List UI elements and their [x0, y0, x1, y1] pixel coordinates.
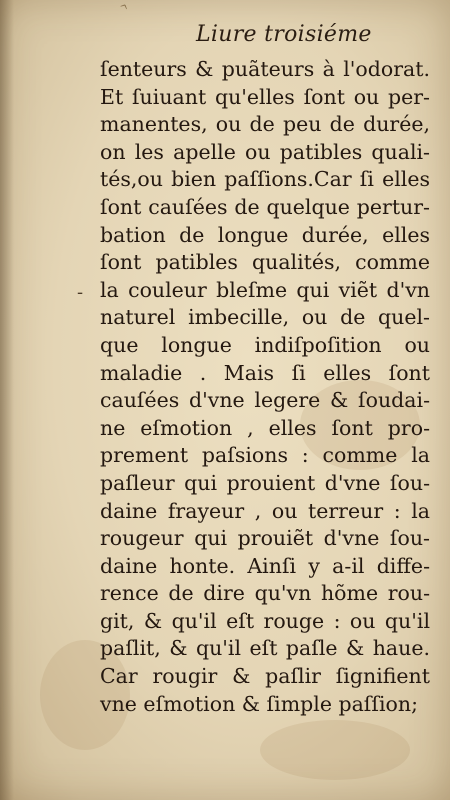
- text-line: ſont patibles qualités, comme: [100, 250, 430, 275]
- text-line: tés,ou bien paſſions.Car ſi elles: [100, 167, 430, 192]
- paper-stain: [260, 720, 410, 780]
- text-line: daine honte. Ainſi y a-il diffe-: [100, 553, 430, 578]
- corner-mark: ^: [115, 0, 131, 18]
- text-line: daine frayeur , ou terreur : la: [100, 498, 430, 523]
- text-line: paſleur qui prouient d'vne ſou-: [100, 470, 430, 495]
- text-line: ſont cauſées de quelque pertur-: [100, 194, 430, 219]
- body-text: [100, 56, 430, 718]
- text-line: que longue indiſpoſition ou: [100, 332, 430, 357]
- gutter-shadow: [0, 0, 14, 800]
- text-line: maladie . Mais ſi elles ſont: [100, 360, 430, 385]
- text-line: on les apelle ou patibles quali-: [100, 139, 430, 164]
- text-line: manentes, ou de peu de durée,: [100, 112, 430, 137]
- text-line: rence de dire qu'vn hõme rou-: [100, 581, 430, 606]
- text-line: ne eſmotion , elles ſont pro-: [100, 415, 430, 440]
- text-line: cauſées d'vne legere & ſoudai-: [100, 388, 430, 413]
- text-line: Et ſuiuant qu'elles ſont ou per-: [100, 84, 430, 109]
- text-line: prement paſsions : comme la: [100, 443, 430, 468]
- text-line: paſlit, & qu'il eſt paſle & haue.: [100, 636, 430, 661]
- running-head: Liure troisiéme: [196, 22, 372, 47]
- text-line: vne eſmotion & ſimple paſſion;: [100, 691, 418, 716]
- text-line: git, & qu'il eſt rouge : ou qu'il: [100, 608, 430, 633]
- text-line: rougeur qui prouiẽt d'vne ſou-: [100, 526, 430, 551]
- text-line: ſenteurs & puãteurs à l'odorat.: [100, 57, 430, 81]
- text-line: bation de longue durée, elles: [100, 222, 430, 247]
- text-line: Car rougir & paſlir ſignifient: [100, 664, 430, 689]
- text-line: naturel imbecille, ou de quel-: [100, 305, 430, 330]
- text-line: la couleur bleſme qui viẽt d'vn: [100, 277, 430, 302]
- margin-mark: -: [77, 282, 84, 303]
